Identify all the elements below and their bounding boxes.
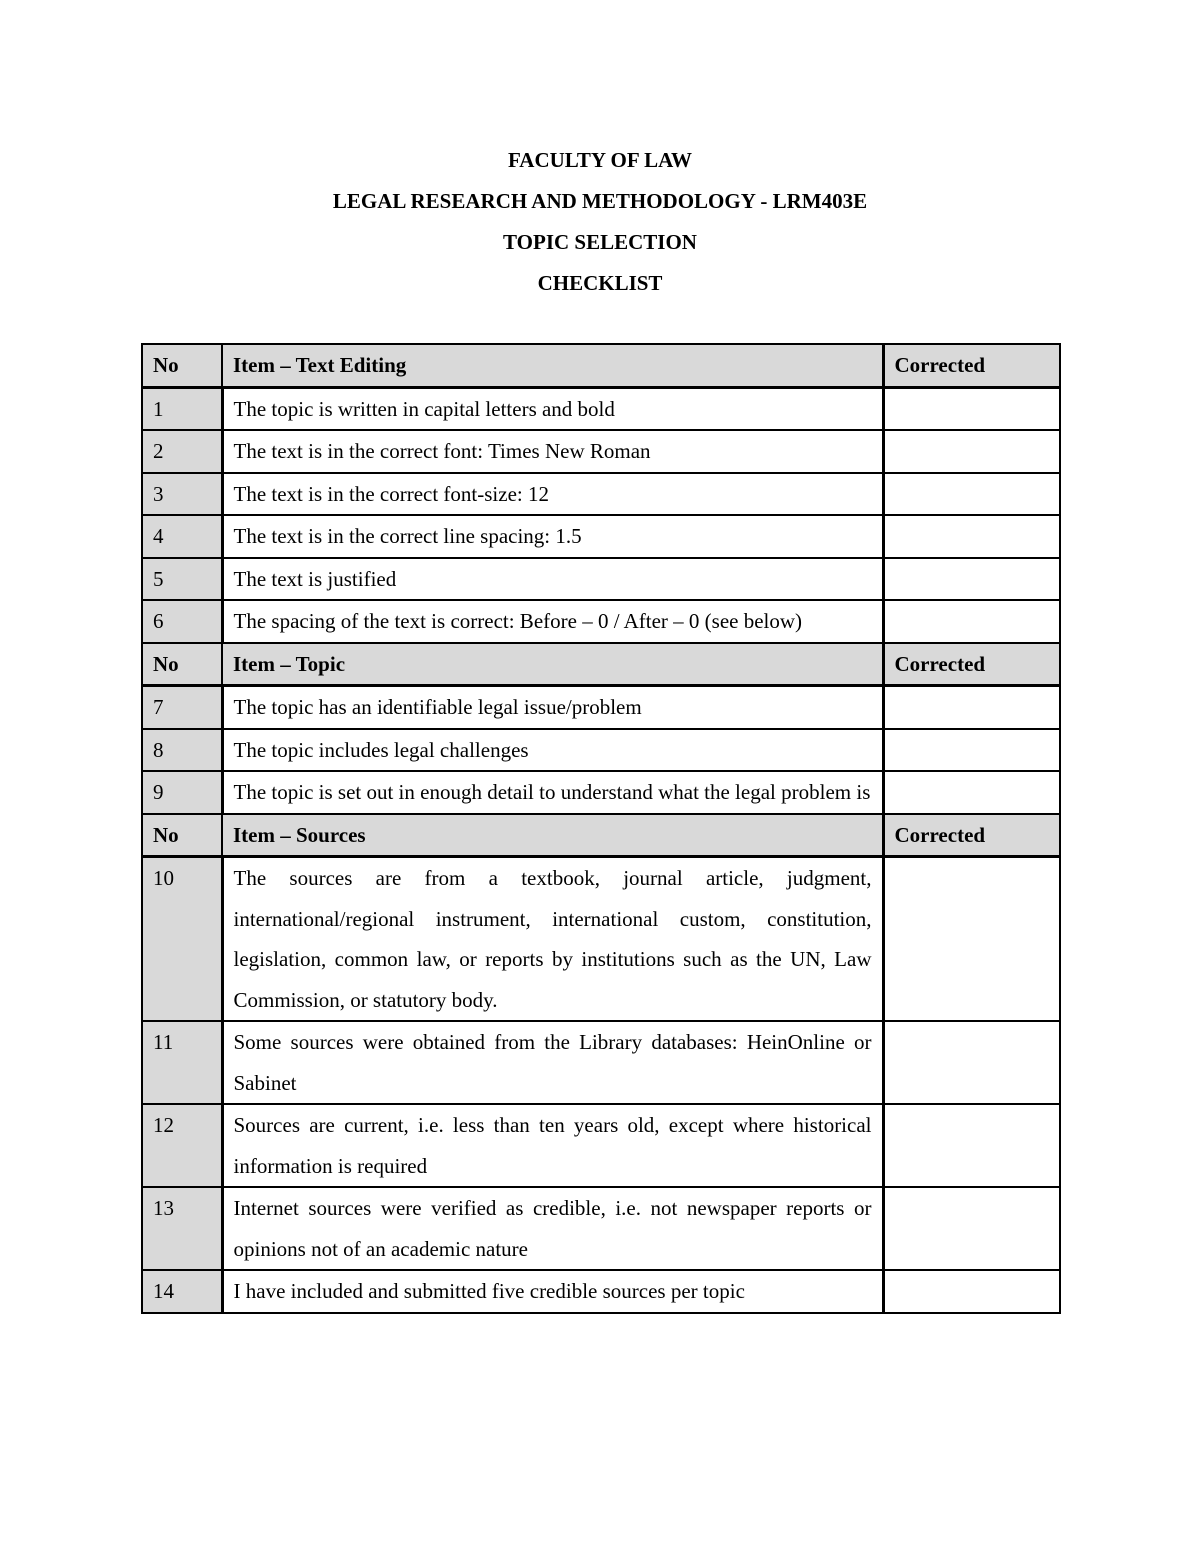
table-row	[142, 1021, 1060, 1104]
row-corrected-cell[interactable]	[883, 600, 1060, 643]
row-number: 8	[142, 729, 222, 772]
row-item: The topic has an identifiable legal issue/problem	[222, 686, 883, 729]
row-item: The sources are from a textbook, journal article, judgment, international/regional instrument, international custom, constitution, legislation, common law, or reports by institutions such as the UN, Law Commission, or statutory body.	[222, 857, 883, 1022]
row-number: 11	[142, 1021, 222, 1104]
row-item: The text is justified	[222, 558, 883, 601]
row-number: 6	[142, 600, 222, 643]
table-row	[142, 771, 1060, 814]
table-row	[142, 387, 1060, 430]
table-row	[142, 1270, 1060, 1313]
row-item: I have included and submitted five credible sources per topic	[222, 1270, 883, 1313]
row-number: 14	[142, 1270, 222, 1313]
section-header-topic	[142, 643, 1060, 686]
section-header-sources	[142, 814, 1060, 857]
row-item: Internet sources were verified as credible, i.e. not newspaper reports or opinions not of an academic nature	[222, 1187, 883, 1270]
row-item: Some sources were obtained from the Library databases: HeinOnline or Sabinet	[222, 1021, 883, 1104]
row-corrected-cell[interactable]	[883, 430, 1060, 473]
header-corrected: Corrected	[883, 344, 1060, 387]
row-corrected-cell[interactable]	[883, 1270, 1060, 1313]
row-number: 5	[142, 558, 222, 601]
row-number: 7	[142, 686, 222, 729]
table-row	[142, 1187, 1060, 1270]
header-no: No	[142, 643, 222, 686]
row-corrected-cell[interactable]	[883, 686, 1060, 729]
faculty-title: FACULTY OF LAW	[508, 148, 692, 172]
row-item: Sources are current, i.e. less than ten years old, except where historical information is required	[222, 1104, 883, 1187]
row-number: 2	[142, 430, 222, 473]
row-corrected-cell[interactable]	[883, 473, 1060, 516]
table-row	[142, 473, 1060, 516]
checklist-table	[141, 343, 1061, 1314]
header-corrected: Corrected	[883, 814, 1060, 857]
row-corrected-cell[interactable]	[883, 1187, 1060, 1270]
checklist-title: CHECKLIST	[537, 271, 663, 295]
section-header-text-editing	[142, 344, 1060, 387]
row-number: 10	[142, 857, 222, 1022]
table-row	[142, 600, 1060, 643]
row-number: 1	[142, 387, 222, 430]
row-item: The topic is written in capital letters and bold	[222, 387, 883, 430]
row-item: The topic is set out in enough detail to understand what the legal problem is	[222, 771, 883, 814]
row-number: 13	[142, 1187, 222, 1270]
section-title: TOPIC SELECTION	[503, 230, 697, 254]
row-corrected-cell[interactable]	[883, 1104, 1060, 1187]
row-number: 3	[142, 473, 222, 516]
row-corrected-cell[interactable]	[883, 515, 1060, 558]
header-no: No	[142, 344, 222, 387]
table-row	[142, 729, 1060, 772]
row-number: 9	[142, 771, 222, 814]
row-corrected-cell[interactable]	[883, 857, 1060, 1022]
row-item: The spacing of the text is correct: Before – 0 / After – 0 (see below)	[222, 600, 883, 643]
table-row	[142, 857, 1060, 1022]
table-row	[142, 515, 1060, 558]
row-number: 4	[142, 515, 222, 558]
row-item: The text is in the correct line spacing: 1.5	[222, 515, 883, 558]
row-corrected-cell[interactable]	[883, 387, 1060, 430]
table-row	[142, 1104, 1060, 1187]
course-title: LEGAL RESEARCH AND METHODOLOGY - LRM403E	[332, 189, 868, 213]
document-heading	[0, 140, 1200, 304]
table-row	[142, 430, 1060, 473]
header-item: Item – Topic	[222, 643, 883, 686]
table-row	[142, 686, 1060, 729]
row-item: The topic includes legal challenges	[222, 729, 883, 772]
row-corrected-cell[interactable]	[883, 1021, 1060, 1104]
row-corrected-cell[interactable]	[883, 729, 1060, 772]
row-item: The text is in the correct font: Times New Roman	[222, 430, 883, 473]
row-corrected-cell[interactable]	[883, 771, 1060, 814]
header-no: No	[142, 814, 222, 857]
row-corrected-cell[interactable]	[883, 558, 1060, 601]
header-item: Item – Text Editing	[222, 344, 883, 387]
header-item: Item – Sources	[222, 814, 883, 857]
row-number: 12	[142, 1104, 222, 1187]
header-corrected: Corrected	[883, 643, 1060, 686]
row-item: The text is in the correct font-size: 12	[222, 473, 883, 516]
table-row	[142, 558, 1060, 601]
